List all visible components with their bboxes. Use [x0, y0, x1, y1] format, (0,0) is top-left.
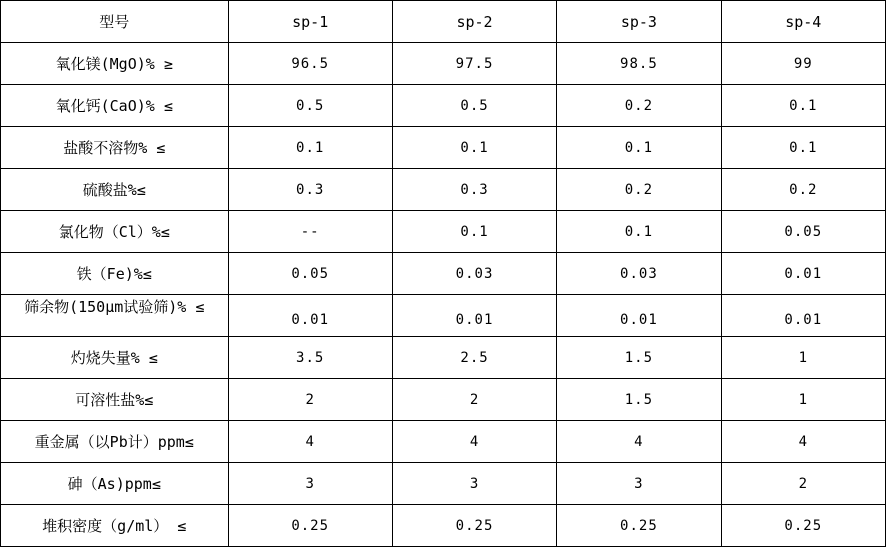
value-cell: 0.3	[228, 169, 392, 211]
value-cell: 0.2	[557, 85, 721, 127]
value-cell: 4	[557, 421, 721, 463]
row-label: 硫酸盐%≤	[1, 169, 229, 211]
column-header-sp2: sp-2	[392, 1, 556, 43]
value-cell: 0.05	[721, 211, 885, 253]
value-cell: 99	[721, 43, 885, 85]
row-label: 盐酸不溶物% ≤	[1, 127, 229, 169]
value-cell: 0.1	[557, 211, 721, 253]
value-cell: 0.01	[557, 295, 721, 337]
table-row	[1, 379, 886, 421]
row-label: 砷（As)ppm≤	[1, 463, 229, 505]
value-cell: 0.2	[557, 169, 721, 211]
row-label: 堆积密度（g/ml） ≤	[1, 505, 229, 547]
value-cell: 4	[721, 421, 885, 463]
value-cell: 98.5	[557, 43, 721, 85]
row-label: 铁（Fe)%≤	[1, 253, 229, 295]
value-cell: 0.3	[392, 169, 556, 211]
table-row	[1, 505, 886, 547]
value-cell: 2.5	[392, 337, 556, 379]
row-label: 可溶性盐%≤	[1, 379, 229, 421]
value-cell: 1.5	[557, 379, 721, 421]
value-cell: 0.25	[228, 505, 392, 547]
value-cell: 0.1	[557, 127, 721, 169]
row-label: 氧化镁(MgO)% ≥	[1, 43, 229, 85]
value-cell: 3	[228, 463, 392, 505]
value-cell: 0.5	[228, 85, 392, 127]
column-header-sp3: sp-3	[557, 1, 721, 43]
value-cell: 0.1	[392, 127, 556, 169]
table-row	[1, 43, 886, 85]
value-cell: 97.5	[392, 43, 556, 85]
table-body	[1, 43, 886, 547]
row-label: 氧化钙(CaO)% ≤	[1, 85, 229, 127]
table-row	[1, 85, 886, 127]
table-row	[1, 127, 886, 169]
row-label: 氯化物（Cl）%≤	[1, 211, 229, 253]
table-row	[1, 421, 886, 463]
value-cell: 1	[721, 379, 885, 421]
value-cell: 0.25	[392, 505, 556, 547]
value-cell: 3	[557, 463, 721, 505]
column-header-sp4: sp-4	[721, 1, 885, 43]
value-cell: 0.1	[228, 127, 392, 169]
value-cell: 96.5	[228, 43, 392, 85]
value-cell: 0.1	[721, 85, 885, 127]
value-cell: 0.01	[721, 253, 885, 295]
value-cell: 3	[392, 463, 556, 505]
value-cell: 0.01	[392, 295, 556, 337]
table-row	[1, 337, 886, 379]
row-label: 灼烧失量% ≤	[1, 337, 229, 379]
table-row	[1, 211, 886, 253]
value-cell: 4	[392, 421, 556, 463]
value-cell: --	[228, 211, 392, 253]
table-row	[1, 169, 886, 211]
value-cell: 2	[721, 463, 885, 505]
value-cell: 0.1	[721, 127, 885, 169]
table-row	[1, 253, 886, 295]
value-cell: 2	[392, 379, 556, 421]
value-cell: 1	[721, 337, 885, 379]
table-row	[1, 295, 886, 337]
row-label: 筛余物(150μm试验筛)% ≤	[1, 295, 229, 337]
value-cell: 0.1	[392, 211, 556, 253]
row-label: 重金属（以Pb计）ppm≤	[1, 421, 229, 463]
column-header-sp1: sp-1	[228, 1, 392, 43]
value-cell: 0.03	[557, 253, 721, 295]
value-cell: 0.2	[721, 169, 885, 211]
value-cell: 2	[228, 379, 392, 421]
header-row	[1, 1, 886, 43]
value-cell: 0.25	[557, 505, 721, 547]
column-header-model: 型号	[1, 1, 229, 43]
value-cell: 0.5	[392, 85, 556, 127]
value-cell: 0.01	[228, 295, 392, 337]
value-cell: 0.01	[721, 295, 885, 337]
table-row	[1, 463, 886, 505]
value-cell: 0.03	[392, 253, 556, 295]
value-cell: 4	[228, 421, 392, 463]
value-cell: 3.5	[228, 337, 392, 379]
value-cell: 0.25	[721, 505, 885, 547]
value-cell: 0.05	[228, 253, 392, 295]
value-cell: 1.5	[557, 337, 721, 379]
